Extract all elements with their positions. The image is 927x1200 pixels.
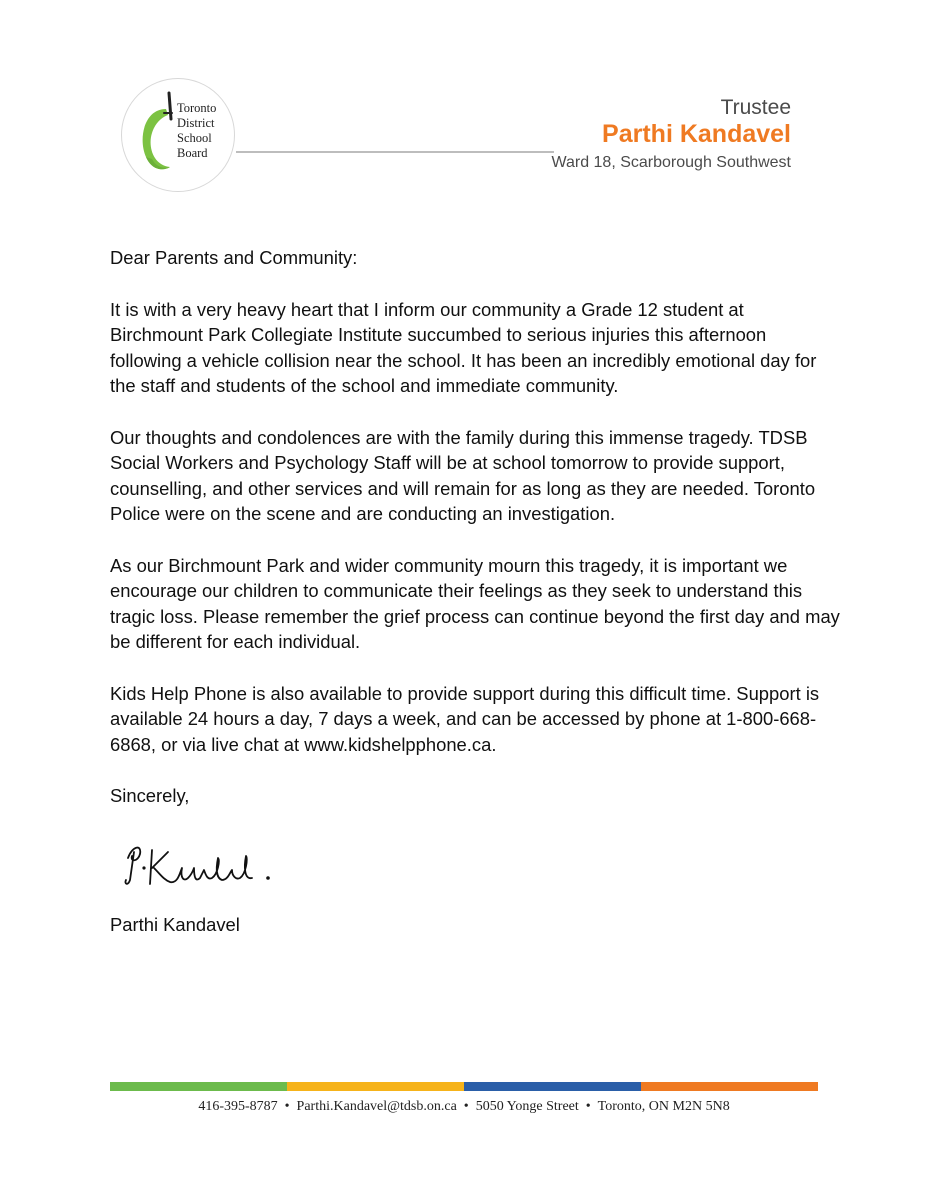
letter-greeting: Dear Parents and Community: xyxy=(110,247,358,268)
logo-line: School xyxy=(177,131,212,145)
tdsb-logo xyxy=(121,78,235,192)
handwritten-signature xyxy=(122,838,292,899)
trustee-ward: Ward 18, Scarborough Southwest xyxy=(551,154,791,171)
footer-bar-blue xyxy=(464,1082,641,1091)
footer-street: 5050 Yonge Street xyxy=(475,1099,579,1114)
logo-line: Toronto xyxy=(177,101,217,115)
letter-body xyxy=(110,245,840,835)
footer-separator: • xyxy=(585,1099,591,1114)
trustee-name: Parthi Kandavel xyxy=(602,120,791,148)
letter-paragraph: As our Birchmount Park and wider community mourn this tragedy, it is important we encourage our children to communicate their feelings as they seek to understand this tragic loss. Please remember the grief process can continue beyond the first day and may be different for each individual. xyxy=(110,554,840,652)
trustee-title: Trustee xyxy=(720,96,791,119)
letter-paragraph: Kids Help Phone is also available to provide support during this difficult time. Support is available 24 hours a day, 7 days a week, and can be accessed by phone at 1-800-668-6868, or via live chat at www.kidshelpphone.ca. xyxy=(110,682,820,755)
logo-line: Board xyxy=(177,146,208,160)
letter-closing: Sincerely, xyxy=(110,785,190,806)
footer-bar-green xyxy=(110,1082,287,1091)
footer-contact xyxy=(110,1099,818,1115)
footer-email: Parthi.Kandavel@tdsb.on.ca xyxy=(296,1099,457,1114)
footer-separator: • xyxy=(284,1099,290,1114)
footer-city: Toronto, ON M2N 5N8 xyxy=(597,1099,730,1114)
header-divider xyxy=(236,151,554,153)
footer-phone: 416-395-8787 xyxy=(198,1099,278,1114)
footer-bar-orange xyxy=(641,1082,818,1091)
logo-line: District xyxy=(177,116,215,130)
footer-color-bar xyxy=(110,1082,818,1091)
footer-bar-yellow xyxy=(287,1082,464,1091)
letter-paragraph: Our thoughts and condolences are with the family during this immense tragedy. TDSB Social Workers and Psychology Staff will be at school tomorrow to provide support, counselling, and other services and will remain for as long as they are needed. Toronto Police were on the scene and are conducting an investigation. xyxy=(110,426,816,524)
footer-separator: • xyxy=(463,1099,469,1114)
logo-wordmark xyxy=(177,101,216,161)
signer-name: Parthi Kandavel xyxy=(110,914,240,935)
letter-paragraph: It is with a very heavy heart that I inform our community a Grade 12 student at Birchmount Park Collegiate Institute succumbed to serious injuries this afternoon following a vehicle collision near the school. It has been an incredibly emotional day for the staff and students of the school and immediate community. xyxy=(110,298,817,396)
